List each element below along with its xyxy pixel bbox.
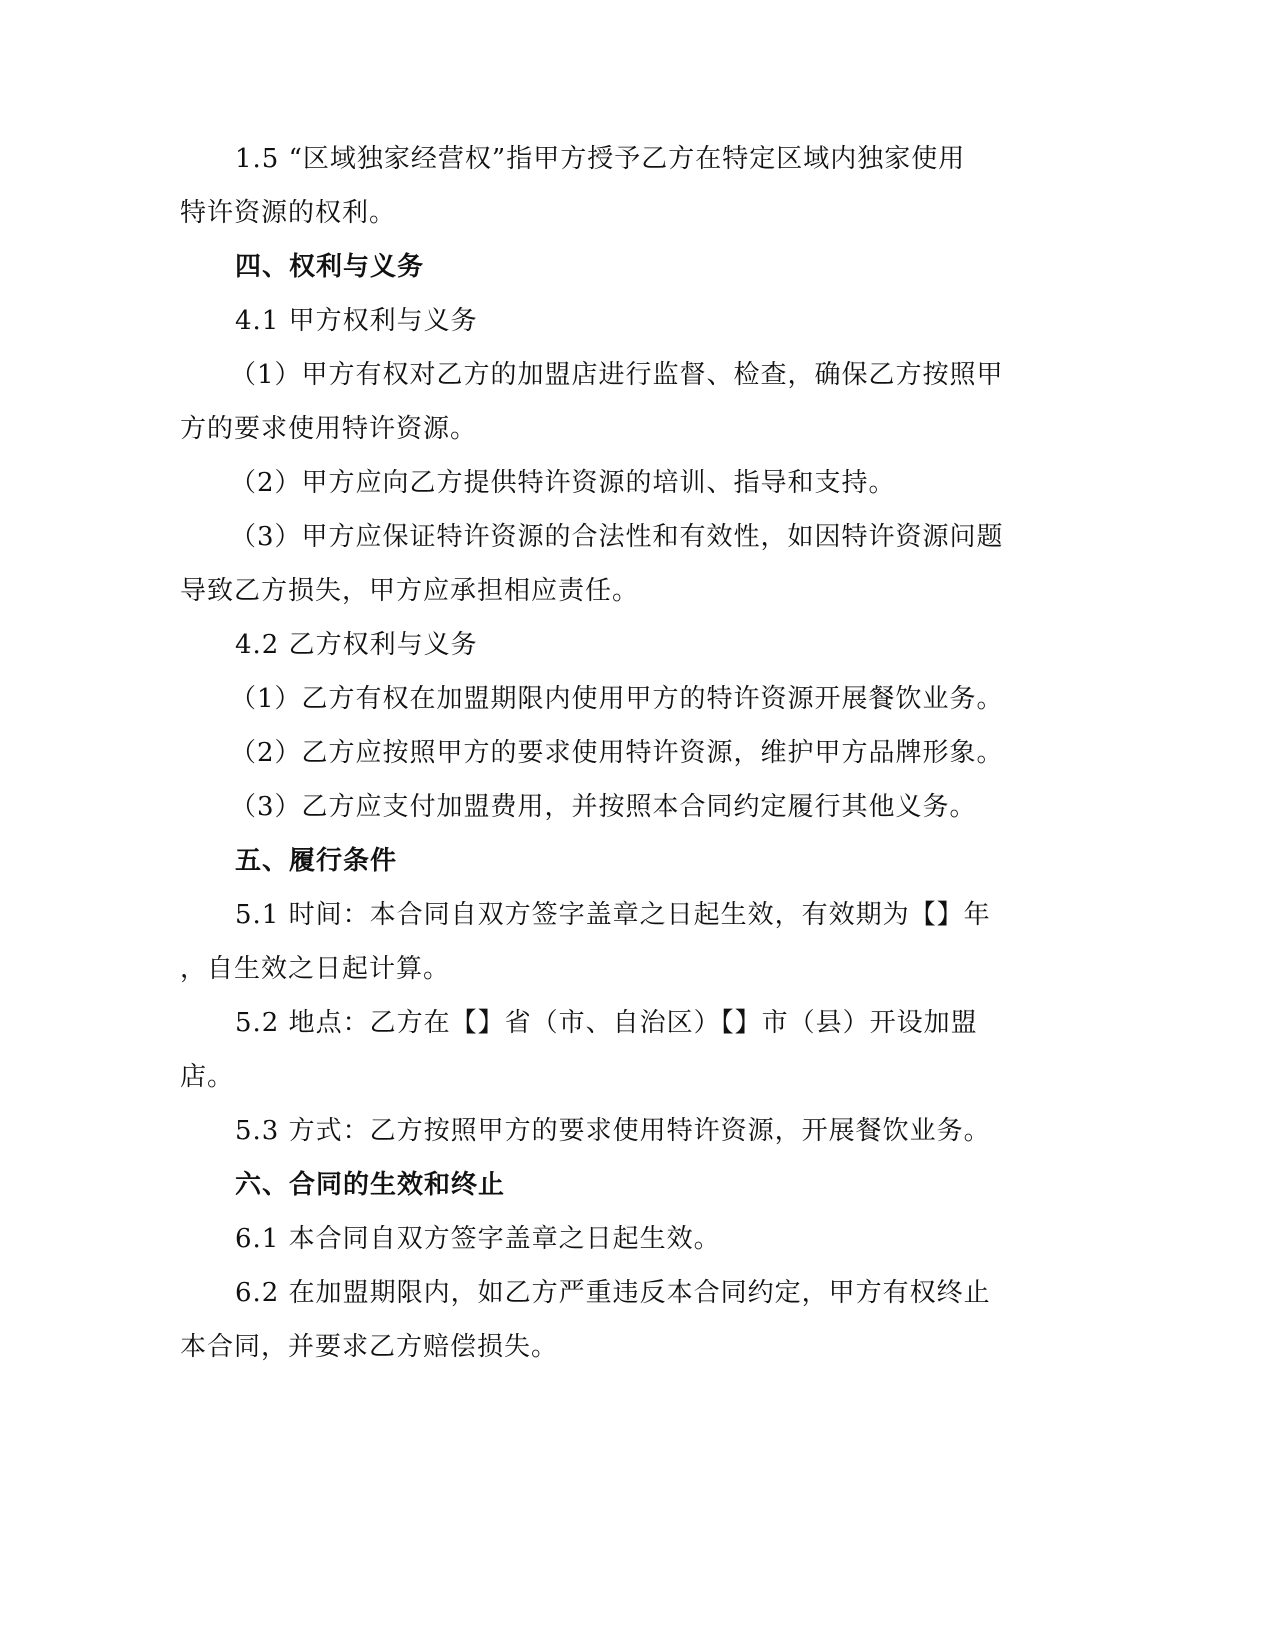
clause-4-2-item-2: （2）乙方应按照甲方的要求使用特许资源，维护甲方品牌形象。 [230,738,1004,768]
clause-4-1-item-3-line-1: （3）甲方应保证特许资源的合法性和有效性，如因特许资源问题 [230,522,1004,552]
clause-5-3: 5.3 方式：乙方按照甲方的要求使用特许资源，开展餐饮业务。 [235,1116,991,1146]
clause-4-1-title: 4.1 甲方权利与义务 [235,306,478,336]
clause-5-2-line-2: 店。 [180,1062,235,1092]
section-heading-performance-conditions: 五、履行条件 [235,846,398,876]
clause-6-2-line-2: 本合同，并要求乙方赔偿损失。 [180,1332,559,1362]
section-heading-rights-obligations: 四、权利与义务 [235,252,425,282]
clause-5-1-line-2: ，自生效之日起计算。 [180,954,451,984]
clause-5-1-line-1: 5.1 时间：本合同自双方签字盖章之日起生效，有效期为【】年 [235,900,991,930]
clause-4-1-item-3-line-2: 导致乙方损失，甲方应承担相应责任。 [180,576,640,606]
clause-6-2-line-1: 6.2 在加盟期限内，如乙方严重违反本合同约定，甲方有权终止 [235,1278,991,1308]
clause-4-1-item-1-line-2: 方的要求使用特许资源。 [180,414,478,444]
clause-4-2-title: 4.2 乙方权利与义务 [235,630,478,660]
clause-4-1-item-2: （2）甲方应向乙方提供特许资源的培训、指导和支持。 [230,468,896,498]
section-heading-effect-termination: 六、合同的生效和终止 [235,1170,506,1200]
clause-4-2-item-3: （3）乙方应支付加盟费用，并按照本合同约定履行其他义务。 [230,792,977,822]
clause-4-1-item-1-line-1: （1）甲方有权对乙方的加盟店进行监督、检查，确保乙方按照甲 [230,360,1004,390]
clause-1-5-line-1: 1.5 “区域独家经营权”指甲方授予乙方在特定区域内独家使用 [235,144,966,174]
clause-1-5-line-2: 特许资源的权利。 [180,198,397,228]
document-page [180,132,1030,1374]
clause-6-1: 6.1 本合同自双方签字盖章之日起生效。 [235,1224,721,1254]
clause-5-2-line-1: 5.2 地点：乙方在【】省（市、自治区）【】市（县）开设加盟 [235,1008,978,1038]
clause-4-2-item-1: （1）乙方有权在加盟期限内使用甲方的特许资源开展餐饮业务。 [230,684,1004,714]
